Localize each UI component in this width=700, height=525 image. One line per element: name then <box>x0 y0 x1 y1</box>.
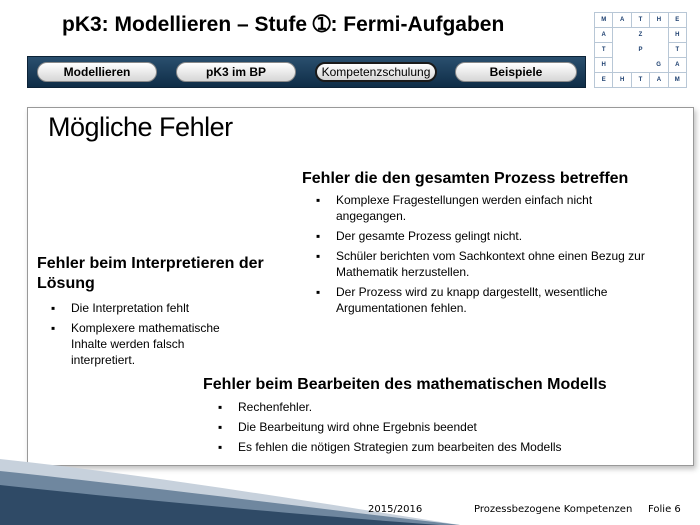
section-title-bearbeiten: Fehler beim Bearbeiten des mathematischen Modells <box>203 376 607 393</box>
logo-letter: A <box>650 73 668 88</box>
logo-letter: H <box>650 13 668 28</box>
footer-slide-number: Folie 6 <box>648 504 681 515</box>
list-bearbeiten <box>216 399 656 459</box>
logo-letter: H <box>595 58 613 73</box>
nav-bar <box>27 56 586 88</box>
section-title-interpretieren: Fehler beim Interpretieren der Lösung <box>37 255 264 292</box>
list-item: ▪ Komplexere mathematische Inhalte werden falsch interpretiert. <box>49 320 249 368</box>
nav-button-modellieren[interactable]: Modellieren <box>37 62 157 82</box>
list-item: ▪ Der Prozess wird zu knapp dargestellt, wesentliche Argumentationen fehlen. <box>314 284 664 316</box>
list-item: ▪ Der gesamte Prozess gelingt nicht. <box>314 228 664 244</box>
logo-letter: A <box>613 13 631 28</box>
list-item: ▪ Die Bearbeitung wird ohne Ergebnis beendet <box>216 419 656 435</box>
mathematik-logo <box>594 12 687 88</box>
list-item: ▪ Rechenfehler. <box>216 399 656 415</box>
logo-letter: M <box>668 73 686 88</box>
logo-letter: T <box>668 43 686 58</box>
logo-letter: A <box>668 58 686 73</box>
list-prozess <box>314 192 664 320</box>
slide-content <box>27 107 694 466</box>
logo-letter: T <box>631 13 649 28</box>
logo-letter: P <box>638 47 643 53</box>
page-title: pK3: Modellieren – Stufe ➀: Fermi-Aufgaben <box>62 13 505 36</box>
list-item: ▪ Es fehlen die nötigen Strategien zum bearbeiten des Modells <box>216 439 656 455</box>
list-item: ▪ Komplexe Fragestellungen werden einfach nicht angegangen. <box>314 192 664 224</box>
logo-letter: E <box>668 13 686 28</box>
logo-letter: A <box>595 28 613 43</box>
nav-button-kompetenzschulung[interactable]: Kompetenzschulung <box>315 62 437 82</box>
slide-heading: Mögliche Fehler <box>48 112 233 142</box>
logo-letter: M <box>595 13 613 28</box>
list-item: ▪ Die Interpretation fehlt <box>49 300 249 316</box>
footer-topic: Prozessbezogene Kompetenzen <box>474 504 633 515</box>
logo-letter: E <box>595 73 613 88</box>
logo-letter: T <box>595 43 613 58</box>
logo-letter: H <box>668 28 686 43</box>
logo-letter: Z <box>638 32 643 39</box>
footer-year: 2015/2016 <box>368 504 423 515</box>
section-title-prozess: Fehler die den gesamten Prozess betreffen <box>302 170 629 187</box>
logo-letter: G <box>656 61 661 68</box>
logo-letter: T <box>631 73 649 88</box>
logo-letter: H <box>613 73 631 88</box>
nav-button-beispiele[interactable]: Beispiele <box>455 62 577 82</box>
list-interpretieren <box>49 300 249 372</box>
nav-button-pk3-im-bp[interactable]: pK3 im BP <box>176 62 296 82</box>
list-item: ▪ Schüler berichten vom Sachkontext ohne einen Bezug zur Mathematik herzustellen. <box>314 248 664 280</box>
